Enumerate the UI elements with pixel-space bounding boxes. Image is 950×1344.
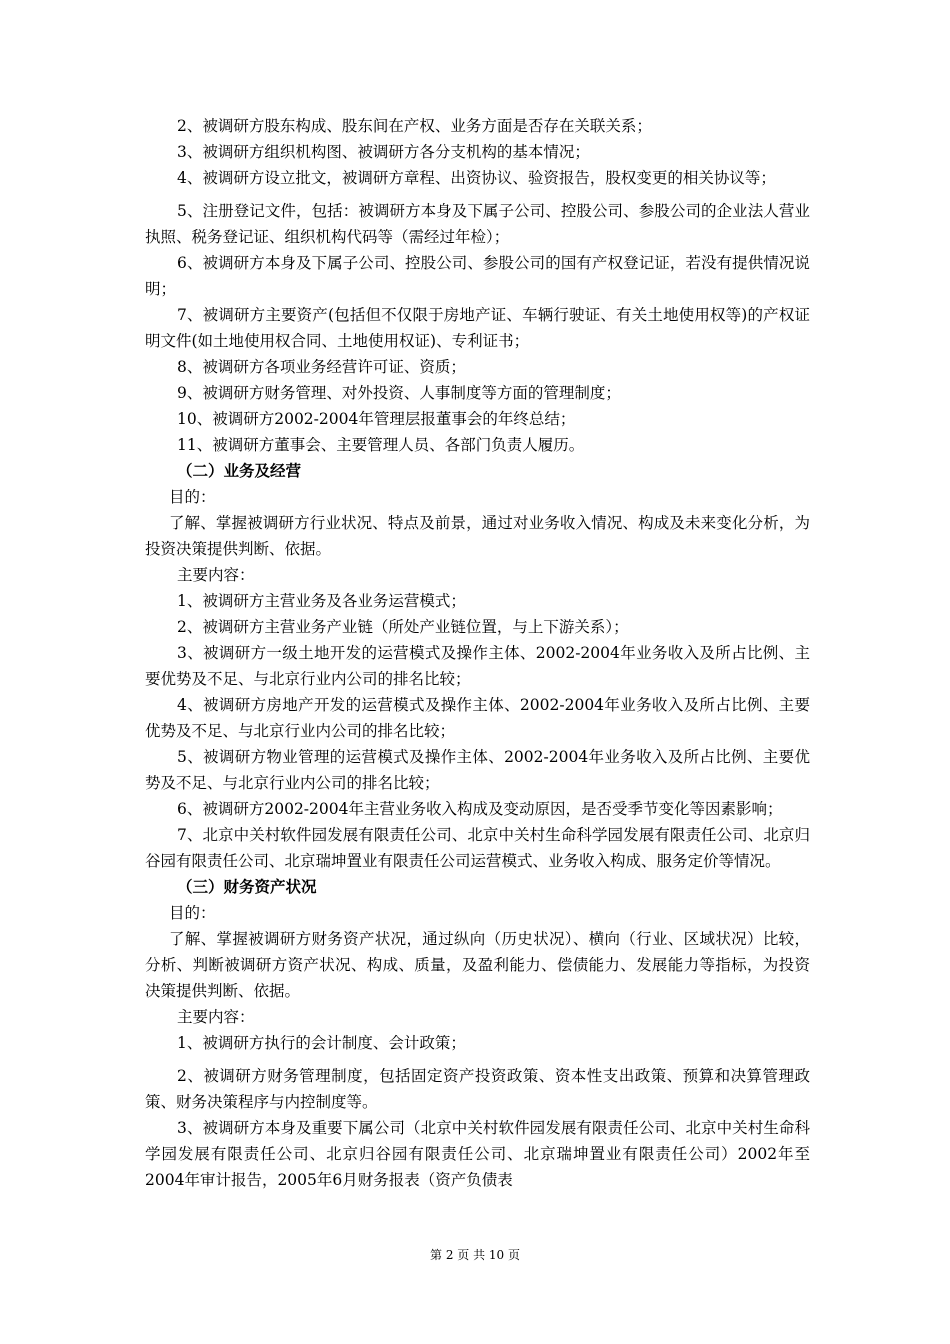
org-item: 5、注册登记文件，包括：被调研方本身及下属子公司、控股公司、参股公司的企业法人营业执照、税务登记证、组织机构代码等（需经过年检）； (145, 202, 810, 246)
purpose-label: 目的： (169, 488, 216, 506)
section-heading-business: （二）业务及经营 (177, 462, 302, 480)
finance-item: 2、被调研方财务管理制度，包括固定资产投资政策、资本性支出政策、预算和决算管理政策、财务决策程序与内控制度等。 (145, 1067, 810, 1111)
purpose-text: 了解、掌握被调研方行业状况、特点及前景，通过对业务收入情况、构成及未来变化分析，为投资决策提供判断、依据。 (145, 514, 810, 558)
org-item: 4、被调研方设立批文，被调研方章程、出资协议、验资报告，股权变更的相关协议等； (177, 169, 776, 187)
org-item: 7、被调研方主要资产(包括但不仅限于房地产证、车辆行驶证、有关土地使用权等)的产权证明文件(如土地使用权合同、土地使用权证)、专利证书； (145, 306, 810, 350)
org-item: 10、被调研方2002-2004年管理层报董事会的年终总结； (177, 410, 576, 428)
purpose-label: 目的： (169, 904, 216, 922)
content-label: 主要内容： (177, 566, 255, 584)
org-item: 3、被调研方组织机构图、被调研方各分支机构的基本情况； (177, 143, 590, 161)
org-item: 2、被调研方股东构成、股东间在产权、业务方面是否存在关联关系； (177, 117, 652, 135)
business-item: 4、被调研方房地产开发的运营模式及操作主体、2002-2004年业务收入及所占比例、主要优势及不足、与北京行业内公司的排名比较； (145, 696, 810, 740)
purpose-text: 了解、掌握被调研方财务资产状况，通过纵向（历史状况）、横向（行业、区域状况）比较，分析、判断被调研方资产状况、构成、质量，及盈利能力、偿债能力、发展能力等指标，为投资决策提供判断、依据。 (145, 930, 810, 1000)
org-item: 6、被调研方本身及下属子公司、控股公司、参股公司的国有产权登记证，若没有提供情况说明； (145, 254, 810, 298)
page-footer: 第 2 页 共 10 页 (430, 1248, 520, 1262)
business-item: 6、被调研方2002-2004年主营业务收入构成及变动原因，是否受季节变化等因素影响； (177, 800, 783, 818)
business-item: 7、北京中关村软件园发展有限责任公司、北京中关村生命科学园发展有限责任公司、北京归谷园有限责任公司、北京瑞坤置业有限责任公司运营模式、业务收入构成、服务定价等情况。 (145, 826, 810, 870)
content-label: 主要内容： (177, 1008, 255, 1026)
org-item: 11、被调研方董事会、主要管理人员、各部门负责人履历。 (177, 436, 585, 454)
business-item: 1、被调研方主营业务及各业务运营模式； (177, 592, 466, 610)
org-item: 9、被调研方财务管理、对外投资、人事制度等方面的管理制度； (177, 384, 621, 402)
finance-item: 3、被调研方本身及重要下属公司（北京中关村软件园发展有限责任公司、北京中关村生命科学园发展有限责任公司、北京归谷园有限责任公司、北京瑞坤置业有限责任公司）2002年至2004年审计报告，2005年6月财务报表（资产负债表 (145, 1119, 810, 1189)
finance-item: 1、被调研方执行的会计制度、会计政策； (177, 1034, 466, 1052)
business-item: 3、被调研方一级土地开发的运营模式及操作主体、2002-2004年业务收入及所占比例、主要优势及不足、与北京行业内公司的排名比较； (145, 644, 810, 688)
business-item: 2、被调研方主营业务产业链（所处产业链位置，与上下游关系）； (177, 618, 629, 636)
org-item: 8、被调研方各项业务经营许可证、资质； (177, 358, 466, 376)
section-heading-finance: （三）财务资产状况 (177, 878, 317, 896)
document-body (145, 113, 810, 1193)
business-item: 5、被调研方物业管理的运营模式及操作主体、2002-2004年业务收入及所占比例、主要优势及不足、与北京行业内公司的排名比较； (145, 748, 810, 792)
